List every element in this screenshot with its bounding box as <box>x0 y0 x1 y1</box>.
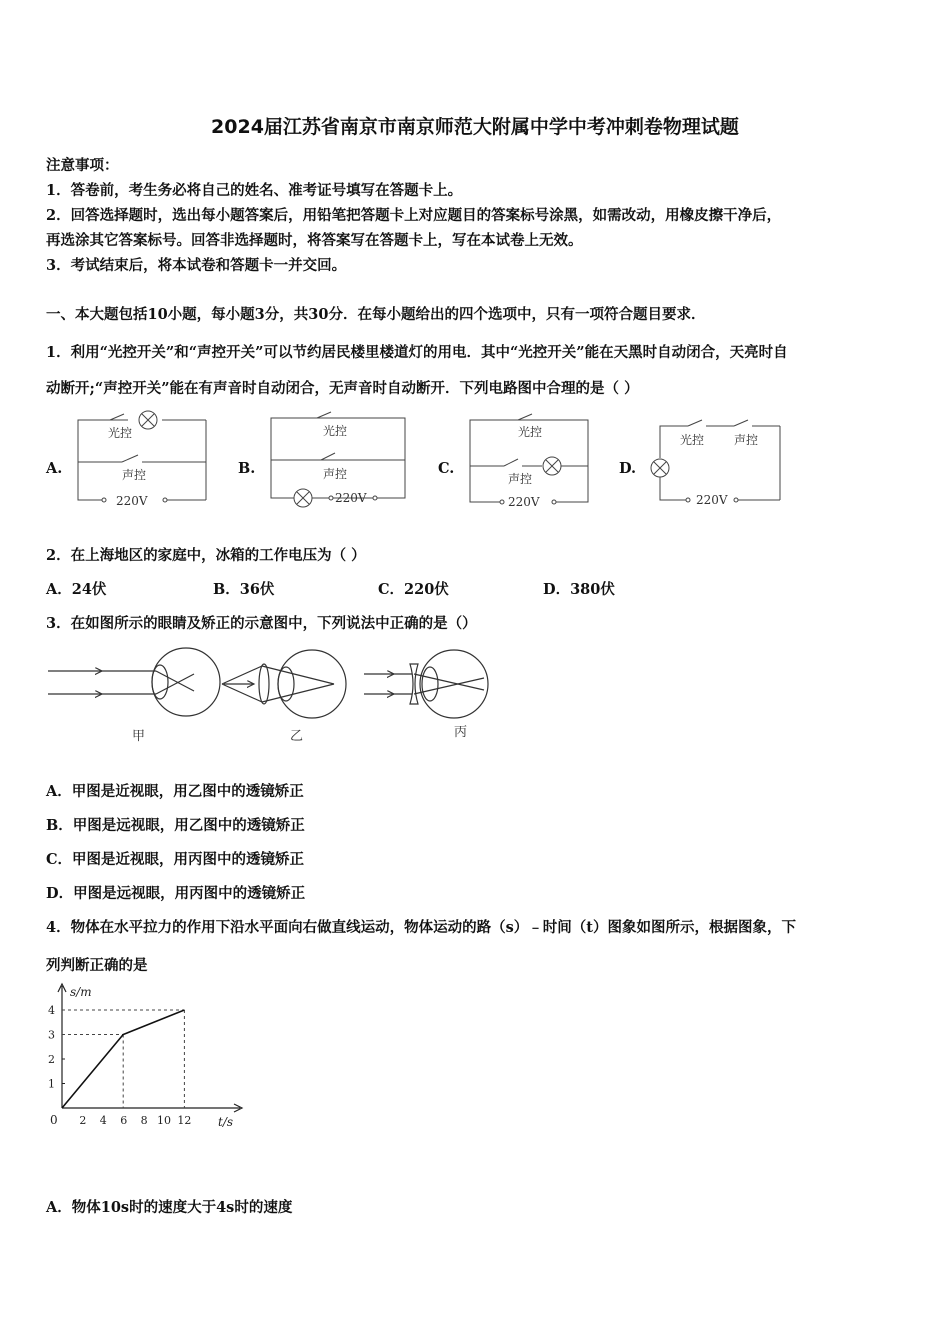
q1-stem-line2: 动断开;“声控开关”能在有声音时自动闭合，无声音时自动断开．下列电路图中合理的是（ ） <box>46 380 639 397</box>
q1-option-c-label: C. <box>438 460 455 477</box>
circuit-c <box>464 410 594 510</box>
q1-option-a-label: A. <box>46 460 63 477</box>
x-tick-label: 4 <box>99 1114 107 1127</box>
eye-bing <box>364 650 488 718</box>
x-tick-label: 10 <box>157 1114 171 1127</box>
y-tick-label: 3 <box>48 1028 55 1042</box>
y-tick-label: 4 <box>48 1004 55 1017</box>
circuit-b <box>265 408 410 508</box>
q2-option-b: B．36伏 <box>213 581 275 598</box>
page-title: 2024届江苏省南京市南京师范大附属中学中考冲刺卷物理试题 <box>211 116 739 138</box>
q4-stem-line1: 4．物体在水平拉力的作用下沿水平面向右做直线运动，物体运动的路（s）﹣时间（t）图象如图所示，根据图象，下 <box>46 919 796 936</box>
circuit-a-light-label: 光控 <box>108 426 133 440</box>
x-tick-label: 8 <box>140 1114 148 1127</box>
circuit-a <box>72 408 212 508</box>
caption-bing: 丙 <box>454 725 468 740</box>
circuit-b-voltage-label: 220V <box>335 491 367 505</box>
q3-option-b: B．甲图是远视眼，用乙图中的透镜矫正 <box>46 817 305 834</box>
notice-item-2-cont: 再选涂其它答案标号。回答非选择题时，将答案写在答题卡上，写在本试卷上无效。 <box>46 232 583 249</box>
circuit-b-sound-label: 声控 <box>323 467 348 481</box>
notice-item-3: 3．考试结束后，将本试卷和答题卡一并交回。 <box>46 257 347 274</box>
origin-label: 0 <box>50 1113 58 1127</box>
circuit-d-sound-label: 声控 <box>734 433 759 447</box>
x-axis-label: t/s <box>218 1115 234 1129</box>
section-heading: 一、本大题包括10小题，每小题3分，共30分．在每小题给出的四个选项中，只有一项符合题目要求． <box>46 306 706 323</box>
eye-jia <box>48 648 220 716</box>
caption-jia: 甲 <box>132 729 146 744</box>
notice-heading: 注意事项： <box>46 157 119 174</box>
eye-diagrams <box>44 644 504 749</box>
y-tick-label: 1 <box>48 1077 55 1091</box>
eye-yi <box>222 650 346 718</box>
q4-option-a: A．物体10s时的速度大于4s时的速度 <box>46 1199 293 1216</box>
q2-option-c: C．220伏 <box>378 581 449 598</box>
caption-yi: 乙 <box>290 729 304 744</box>
x-tick-label: 12 <box>177 1114 192 1127</box>
y-axis-label: s/m <box>70 985 92 999</box>
q3-option-d: D．甲图是远视眼，用丙图中的透镜矫正 <box>46 885 306 902</box>
q2-stem: 2．在上海地区的家庭中，冰箱的工作电压为（ ） <box>46 547 366 564</box>
q3-stem: 3．在如图所示的眼睛及矫正的示意图中，下列说法中正确的是（） <box>46 615 477 632</box>
notice-item-2: 2．回答选择题时，选出每小题答案后，用铅笔把答题卡上对应题目的答案标号涂黑，如需改动，用橡皮擦干净后， <box>46 207 782 224</box>
q2-option-a: A．24伏 <box>46 581 107 598</box>
circuit-d-light-label: 光控 <box>680 433 705 447</box>
notice-item-1: 1．答卷前，考生务必将自己的姓名、准考证号填写在答题卡上。 <box>46 182 463 199</box>
circuit-a-sound-label: 声控 <box>122 468 147 482</box>
q4-stem-line2: 列判断正确的是 <box>46 957 148 974</box>
circuit-d <box>650 412 790 508</box>
q1-stem-line1: 1．利用“光控开关”和“声控开关”可以节约居民楼里楼道灯的用电．其中“光控开关”能在天黑时自动闭合，天亮时自 <box>46 344 788 361</box>
q1-option-d-label: D. <box>619 460 637 477</box>
q3-option-a: A．甲图是近视眼，用乙图中的透镜矫正 <box>46 783 304 800</box>
st-graph <box>40 980 250 1130</box>
q1-option-b-label: B. <box>238 460 256 477</box>
circuit-c-voltage-label: 220V <box>508 495 540 509</box>
x-tick-label: 2 <box>79 1114 87 1127</box>
q3-option-c: C．甲图是近视眼，用丙图中的透镜矫正 <box>46 851 305 868</box>
circuit-c-sound-label: 声控 <box>508 472 533 486</box>
circuit-a-voltage-label: 220V <box>116 494 148 508</box>
circuit-d-voltage-label: 220V <box>696 493 728 507</box>
y-tick-label: 2 <box>48 1053 55 1066</box>
x-tick-label: 6 <box>120 1114 128 1127</box>
q2-option-d: D．380伏 <box>543 581 615 598</box>
circuit-b-light-label: 光控 <box>323 424 348 438</box>
circuit-c-light-label: 光控 <box>518 425 543 439</box>
